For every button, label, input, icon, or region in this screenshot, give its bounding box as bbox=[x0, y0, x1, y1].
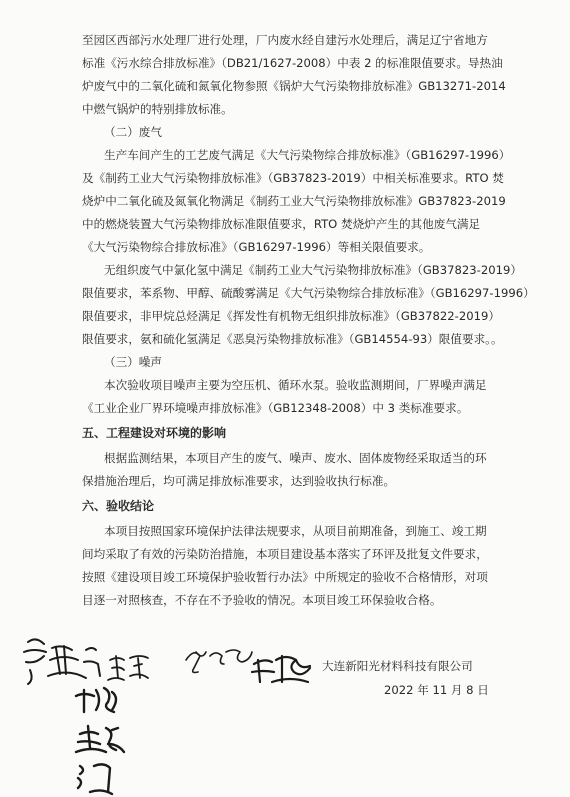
text-line: 《大气污染物综合排放标准》（GB16297-1996）等相关限值要求。 bbox=[82, 240, 431, 254]
signature-mark bbox=[108, 656, 148, 680]
signatures bbox=[0, 620, 570, 797]
text-line: 烧炉中二氧化硫及氮氧化物满足《制药工业大气污染物排放标准》GB37823-2019 bbox=[82, 194, 506, 208]
text-line: 限值要求，苯系物、甲醇、硫酸雾满足《大气污染物综合排放标准》（GB16297-1996） bbox=[82, 286, 535, 300]
text-line: 无组织废气中氯化氢中满足《制药工业大气污染物排放标准》（GB37823-2019） bbox=[104, 263, 522, 277]
section-heading: 五、工程建设对环境的影响 bbox=[82, 426, 227, 440]
section-heading: （二）废气 bbox=[104, 125, 162, 139]
text-line: 生产车间产生的工艺废气满足《大气污染物综合排放标准》（GB16297-1996） bbox=[104, 148, 511, 162]
text-line: 中的燃烧装置大气污染物排放标准限值要求，RTO 焚烧炉产生的其他废气满足 bbox=[82, 217, 481, 231]
signing-date: 2022 年 11 月 8 日 bbox=[384, 683, 489, 697]
text-line: 目逐一对照核查，不存在不予验收的情况。本项目竣工环保验收合格。 bbox=[82, 593, 442, 607]
text-line: 中燃气锅炉的特别排放标准。 bbox=[82, 102, 233, 116]
signature-mark bbox=[76, 726, 124, 752]
text-line: 根据监测结果，本项目产生的废气、噪声、废水、固体废物经采取适当的环 bbox=[104, 451, 487, 465]
text-line: 按照《建设项目竣工环境保护验收暂行办法》中所规定的验收不合格情形，对项 bbox=[82, 570, 488, 584]
text-line: 炉废气中的二氧化硫和氮氧化物参照《锅炉大气污染物排放标准》GB13271-2014 bbox=[82, 79, 506, 93]
signature-mark bbox=[24, 639, 100, 684]
text-line: 本次验收项目噪声主要为空压机、循环水泵。验收监测期间，厂界噪声满足 bbox=[104, 378, 487, 392]
text-line: 《工业企业厂界环境噪声排放标准》（GB12348-2008）中 3 类标准要求。 bbox=[82, 401, 469, 415]
section-heading: 六、验收结论 bbox=[82, 499, 155, 513]
text-line: 保措施治理后，均可满足排放标准要求，达到验收执行标准。 bbox=[82, 474, 396, 488]
signature-mark bbox=[186, 650, 252, 673]
signature-mark bbox=[252, 656, 310, 682]
text-line: 及《制药工业大气污染物排放标准》（GB37823-2019）中相关标准要求。RTO 焚 bbox=[82, 171, 504, 185]
company-name: 大连新阳光材料科技有限公司 bbox=[322, 659, 473, 673]
section-heading: （三）噪声 bbox=[104, 355, 162, 369]
text-line: 限值要求，氨和硫化氢满足《恶臭污染物排放标准》（GB14554-93）限值要求。。 bbox=[82, 332, 503, 346]
text-line: 限值要求，非甲烷总烃满足《挥发性有机物无组织排放标准》（GB37822-2019） bbox=[82, 309, 500, 323]
text-line: 至园区西部污水处理厂进行处理，厂内废水经自建污水处理后，满足辽宁省地方 bbox=[82, 33, 488, 47]
text-line: 标准《污水综合排放标准》（DB21/1627-2008）中表 2 的标准限值要求。导热油 bbox=[82, 56, 503, 70]
signature-mark bbox=[78, 764, 112, 794]
text-line: 间均采取了有效的污染防治措施，本项目建设基本落实了环评及批复文件要求， bbox=[82, 547, 488, 561]
text-line: 本项目按照国家环境保护法律法规要求，从项目前期准备，到施工、竣工期 bbox=[104, 524, 487, 538]
signature-mark bbox=[76, 688, 116, 712]
